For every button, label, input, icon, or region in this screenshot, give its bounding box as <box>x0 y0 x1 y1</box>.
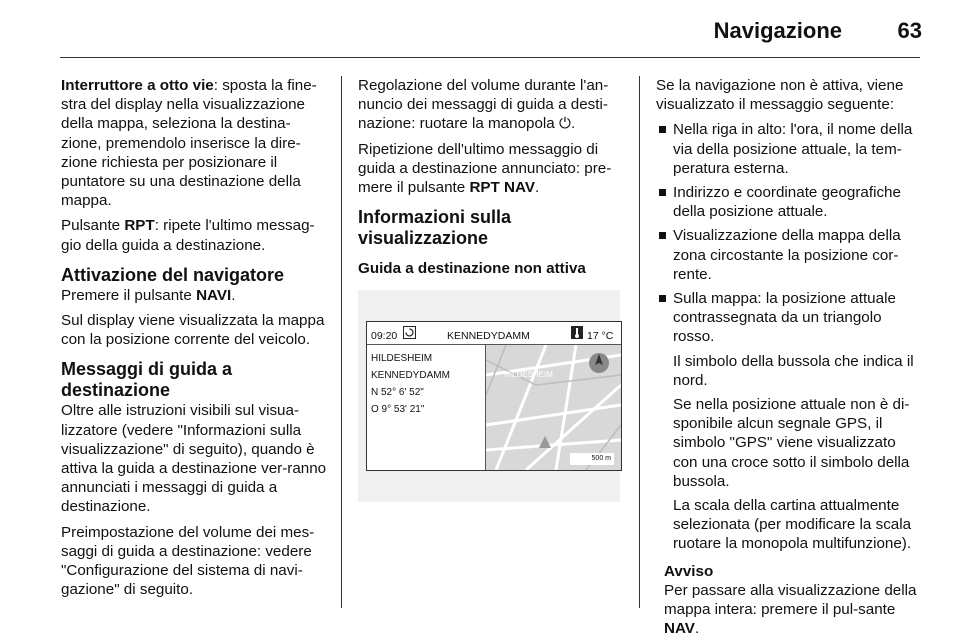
screen-street-name: KENNEDYDAMM <box>371 370 450 382</box>
sub-paragraph: La scala della cartina attualmente selezionata (per modificare la scala ruotare la monopola multifunzione). <box>673 497 912 553</box>
screen-longitude: O 9° 53' 21" <box>371 404 425 416</box>
column-1 <box>61 76 329 605</box>
note-box <box>656 562 922 639</box>
bullet-square-icon <box>659 126 666 133</box>
paragraph <box>61 286 329 305</box>
nav-screen <box>366 321 622 471</box>
section-heading: Messaggi di guida a destinazione <box>61 359 233 401</box>
paragraph: Se la navigazione non è attiva, viene visualizzato il messaggio seguente: <box>656 77 904 114</box>
page-header <box>0 0 960 56</box>
paragraph <box>61 76 329 210</box>
paragraph <box>61 216 329 254</box>
button-name: RPT <box>124 217 155 235</box>
subsection-heading: Guida a destinazione non attiva <box>358 260 586 278</box>
bullet-square-icon <box>659 189 666 196</box>
list-item-text: Visualizzazione della mappa della zona circostante la posizione cor-rente. <box>673 227 901 283</box>
screen-time: 09:20 <box>371 330 398 343</box>
text: : sposta la fine-stra del display nella visualizzazione della mappa, seleziona la destina-zione, premendolo inserisce la dire-zione richiesta per posizionare il puntatore su una destinazione della mappa. <box>61 77 317 210</box>
text: : ripete l'ultimo messag-gio della guida a destinazione. <box>61 217 315 254</box>
screen-street: KENNEDYDAMM <box>447 330 530 343</box>
screen-city: HILDESHEIM <box>371 353 433 365</box>
column-2 <box>358 76 624 502</box>
list-item <box>656 183 922 221</box>
paragraph: Preimpostazione del volume dei mes-saggi di guida a destinazione: vedere "Configurazione del sistema di navi-gazione" di seguito. <box>61 523 315 599</box>
screen-temperature: 17 °C <box>587 330 614 343</box>
map-scale: 500 m <box>570 453 614 465</box>
sub-paragraph: Il simbolo della bussola che indica il nord. <box>673 352 914 389</box>
list-item-text: Nella riga in alto: l'ora, il nome della via della posizione attuale, la tem-peratura esterna. <box>673 121 913 177</box>
header-divider <box>60 57 920 58</box>
note-title: Avviso <box>664 562 714 580</box>
text: Ripetizione dell'ultimo messaggio di guida a destinazione annunciato: pre-mere il pulsante <box>358 140 612 197</box>
paragraph <box>358 140 624 198</box>
column-divider <box>639 76 640 608</box>
button-name: NAV <box>664 620 695 638</box>
list-item <box>656 289 922 347</box>
text: Premere il pulsante <box>61 286 197 304</box>
note-text <box>664 581 922 639</box>
column-divider <box>341 76 342 608</box>
button-name: NAVI <box>196 286 232 304</box>
text: . <box>534 179 540 197</box>
page-number: 63 <box>897 18 922 43</box>
text: . <box>694 620 700 638</box>
bullet-square-icon <box>659 232 666 239</box>
list-item-text: Indirizzo e coordinate geografiche della posizione attuale. <box>673 184 901 221</box>
list-item <box>656 120 922 178</box>
section-heading: Informazioni sulla visualizzazione <box>358 207 512 249</box>
term: Interruttore a otto vie <box>61 77 214 94</box>
text: Per passare alla visualizzazione della mappa intera: premere il pul-sante <box>664 581 917 619</box>
column-3 <box>656 76 922 638</box>
paragraph: Oltre alle istruzioni visibili sul visua-lizzatore (vedere "Informazioni sulla visualizzazione" di seguito), quando è attiva la guida a destinazione ver-ranno annunciati i messaggi di guida a destinazione. <box>61 402 327 516</box>
map-city-label: HILDESHEIM <box>504 370 553 380</box>
bullet-square-icon <box>659 295 666 302</box>
compass-icon <box>586 351 612 375</box>
thermometer-icon <box>571 326 583 339</box>
map-view <box>486 345 621 470</box>
sub-paragraph: Se nella posizione attuale non è di-sponibile alcun segnale GPS, il simbolo "GPS" viene visualizzato con una croce sotto il simbolo della bussola. <box>673 396 910 490</box>
button-name: RPT NAV <box>469 179 535 197</box>
display-screenshot <box>358 290 620 502</box>
page-title: Navigazione <box>713 18 842 43</box>
list-item-text: Sulla mappa: la posizione attuale contrassegnata da un triangolo rosso. <box>673 290 896 346</box>
screen-latitude: N 52° 6' 52" <box>371 387 424 399</box>
list-item <box>656 226 922 284</box>
paragraph: Sul display viene visualizzata la mappa con la posizione corrente del veicolo. <box>61 312 325 349</box>
text: Pulsante <box>61 217 125 235</box>
screen-address-panel <box>371 350 450 418</box>
bullet-list <box>656 120 922 346</box>
text: . <box>231 286 236 304</box>
screen-top-bar <box>367 322 621 345</box>
position-triangle-icon <box>538 435 552 449</box>
section-heading: Attivazione del navigatore <box>61 264 285 285</box>
paragraph: Regolazione del volume durante l'an-nuncio dei messaggi di guida a desti-nazione: ruotare la manopola ⏻. <box>358 77 609 133</box>
refresh-icon <box>403 326 416 339</box>
